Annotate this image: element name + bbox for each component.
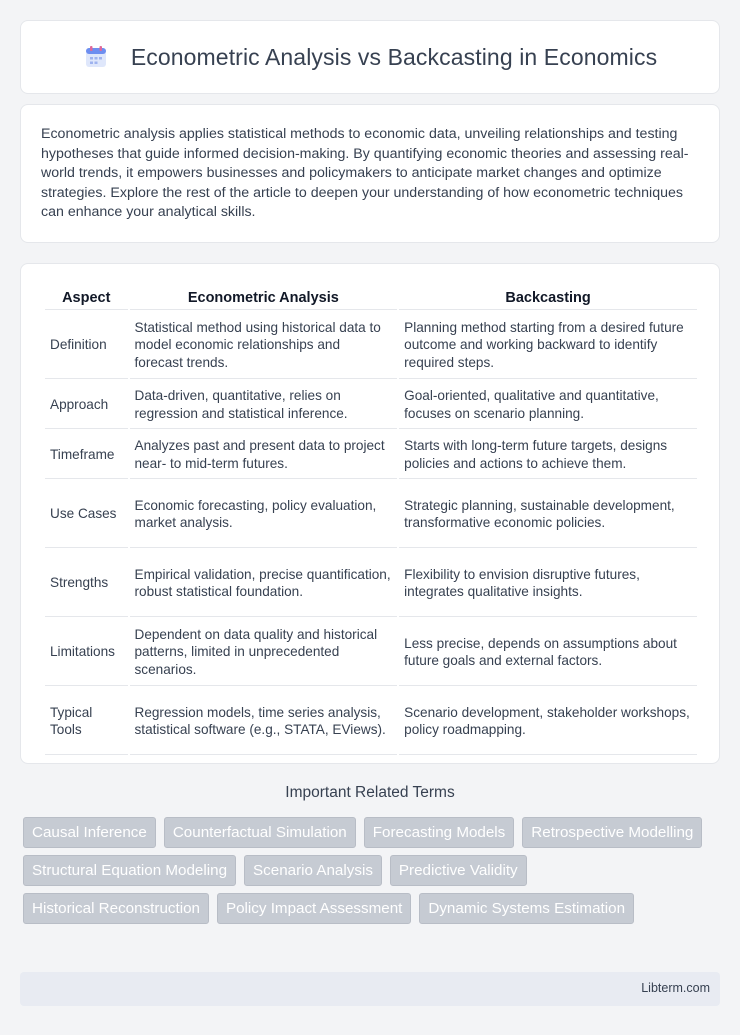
row-backcasting: Strategic planning, sustainable development, transformative economic policies.: [399, 481, 697, 548]
related-term-tag[interactable]: Dynamic Systems Estimation: [419, 893, 634, 924]
related-terms-section: [20, 784, 720, 931]
comparison-table-card: [20, 263, 720, 764]
row-aspect: Typical Tools: [45, 688, 128, 755]
column-header-econometric: Econometric Analysis: [130, 286, 398, 310]
row-backcasting: Goal-oriented, qualitative and quantitative, focuses on scenario planning.: [399, 381, 697, 429]
column-header-backcasting: Backcasting: [399, 286, 697, 310]
intro-text: Econometric analysis applies statistical methods to economic data, unveiling relationships and testing hypotheses that guide informed decision-making. By quantifying economic theories and assessing real-world trends, it empowers businesses and policymakers to anticipate market changes and optimize strategies. Explore the rest of the article to deepen your understanding of how econometric techniques can enhance your analytical skills.: [41, 126, 689, 221]
related-term-tag[interactable]: Scenario Analysis: [244, 855, 382, 886]
row-econometric: Empirical validation, precise quantification, robust statistical foundation.: [130, 550, 398, 617]
table-row: [45, 431, 697, 479]
related-terms-tags: [20, 817, 720, 931]
row-aspect: Strengths: [45, 550, 128, 617]
row-econometric: Economic forecasting, policy evaluation, market analysis.: [130, 481, 398, 548]
related-term-tag[interactable]: Historical Reconstruction: [23, 893, 209, 924]
related-term-tag[interactable]: Policy Impact Assessment: [217, 893, 411, 924]
table-row: [45, 481, 697, 548]
footer-link[interactable]: Libterm.com: [641, 981, 710, 995]
calendar-icon: [83, 44, 109, 70]
footer: [20, 972, 720, 1006]
page-title: Econometric Analysis vs Backcasting in Economics: [130, 43, 658, 70]
row-econometric: Data-driven, quantitative, relies on regression and statistical inference.: [130, 381, 398, 429]
row-backcasting: Planning method starting from a desired future outcome and working backward to identify required steps.: [399, 312, 697, 379]
table-row: [45, 619, 697, 686]
row-aspect: Limitations: [45, 619, 128, 686]
row-backcasting: Starts with long-term future targets, designs policies and actions to achieve them.: [399, 431, 697, 479]
row-aspect: Timeframe: [45, 431, 128, 479]
row-econometric: Analyzes past and present data to project near- to mid-term futures.: [130, 431, 398, 479]
related-term-tag[interactable]: Counterfactual Simulation: [164, 817, 356, 848]
related-term-tag[interactable]: Causal Inference: [23, 817, 156, 848]
row-aspect: Use Cases: [45, 481, 128, 548]
column-header-aspect: Aspect: [45, 286, 128, 310]
header-card: [20, 20, 720, 94]
related-term-tag[interactable]: Retrospective Modelling: [522, 817, 702, 848]
table-row: [45, 550, 697, 617]
table-row: [45, 312, 697, 379]
table-row: [45, 381, 697, 429]
related-term-tag[interactable]: Forecasting Models: [364, 817, 515, 848]
row-backcasting: Flexibility to envision disruptive futures, integrates qualitative insights.: [399, 550, 697, 617]
table-row: [45, 688, 697, 755]
row-econometric: Dependent on data quality and historical patterns, limited in unprecedented scenarios.: [130, 619, 398, 686]
row-aspect: Approach: [45, 381, 128, 429]
related-term-tag[interactable]: Structural Equation Modeling: [23, 855, 236, 886]
related-term-tag[interactable]: Predictive Validity: [390, 855, 527, 886]
table-header-row: [45, 286, 697, 310]
comparison-table: [43, 284, 699, 757]
intro-card: [20, 104, 720, 243]
row-aspect: Definition: [45, 312, 128, 379]
row-econometric: Regression models, time series analysis, statistical software (e.g., STATA, EViews).: [130, 688, 398, 755]
row-econometric: Statistical method using historical data to model economic relationships and forecast trends.: [130, 312, 398, 379]
row-backcasting: Less precise, depends on assumptions about future goals and external factors.: [399, 619, 697, 686]
related-terms-title: Important Related Terms: [285, 784, 455, 801]
row-backcasting: Scenario development, stakeholder workshops, policy roadmapping.: [399, 688, 697, 755]
